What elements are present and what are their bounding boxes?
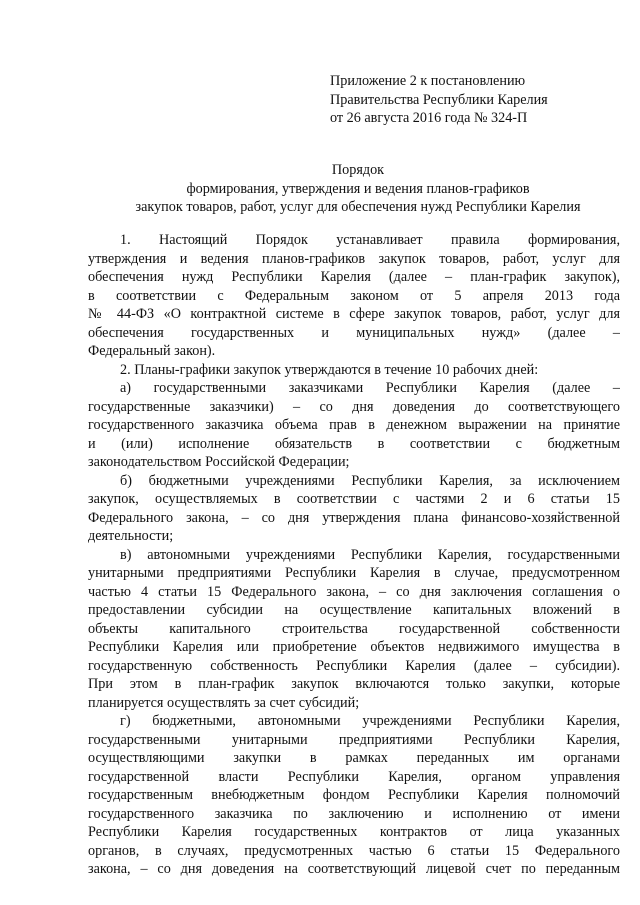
body-line: б) бюджетными учреждениями Республики Карелия, за исключением [120, 472, 620, 489]
body-line: государственную собственность Республики Карелия (далее – субсидии). [88, 657, 620, 674]
body-line: обеспечения нужд Республики Карелия (далее – план-график закупок), [88, 269, 620, 285]
body-line: унитарными предприятиями Республики Карелия в случае, предусмотренном [88, 565, 620, 581]
appendix-header [330, 72, 620, 128]
body-line: деятельности; [88, 528, 174, 544]
document-title [88, 161, 628, 217]
body-line: Федерального закона, – со дня утверждения плана финансово-хозяйственной [88, 509, 620, 526]
header-line-2: Правительства Республики Карелия [330, 91, 548, 108]
body-line: закупок, осуществляемых в соответствии с частями 2 и 6 статьи 15 [88, 491, 620, 507]
body-line: осуществляющими закупки в рамках переданных им органами [88, 750, 620, 766]
body-line: органов, в случаях, предусмотренных частью 6 статьи 15 Федерального [88, 842, 620, 859]
body-line: Республики Карелия государственных контрактов от лица указанных [88, 824, 620, 840]
body-line: обеспечения государственных и муниципальных нужд» (далее – [88, 324, 620, 341]
body-line: предоставлении субсидии на осуществление капитальных вложений в [88, 602, 620, 618]
body-line: 2. Планы-графики закупок утверждаются в течение 10 рабочих дней: [120, 361, 539, 378]
title-line-3: закупок товаров, работ, услуг для обеспечения нужд Республики Карелия [135, 199, 581, 215]
body-line: закона, – со дня доведения на соответствующий лицевой счет по переданным [88, 861, 620, 877]
body-line: и (или) исполнение обязательств в соответствии с бюджетным [88, 435, 620, 452]
body-line: законодательством Российской Федерации; [88, 454, 350, 470]
body-line: государственного заказчика по заключению и исполнению от имени [88, 805, 620, 822]
body-line: в соответствии с Федеральным законом от 5 апреля 2013 года [88, 287, 620, 304]
title-line-1: Порядок [331, 162, 385, 178]
body-line: государственные заказчики) – со дня доведения до соответствующего [88, 398, 620, 415]
body-line: Федеральный закон). [88, 343, 216, 359]
body-line: планируется осуществлять за счет субсидий; [88, 694, 360, 711]
body-line: г) бюджетными, автономными учреждениями Республики Карелия, [120, 713, 620, 729]
title-line-2: формирования, утверждения и ведения планов-графиков [186, 180, 530, 197]
body-line: объекты капитального строительства государственной собственности [88, 620, 620, 637]
body-line: в) автономными учреждениями Республики Карелия, государственными [120, 546, 620, 563]
body-line: Республики Карелия или приобретение объектов недвижимого имущества в [88, 639, 620, 655]
body-line: государственного заказчика объема прав в денежном выражении на принятие [88, 417, 620, 433]
body-line: государственными унитарными предприятиями Республики Карелия, [88, 731, 620, 748]
body-line: государственной власти Республики Карелия, органом управления [88, 768, 620, 785]
header-line-1: Приложение 2 к постановлению [330, 73, 526, 89]
body-line: частью 4 статьи 15 Федерального закона, – со дня заключения соглашения о [88, 583, 620, 600]
body-line: При этом в план-график закупок включаются только закупки, которые [88, 676, 620, 692]
body-line: государственным внебюджетным фондом Республики Карелия полномочий [88, 787, 620, 803]
body-line: утверждения и ведения планов-графиков закупок товаров, работ, услуг для [88, 250, 620, 267]
body-line: 1. Настоящий Порядок устанавливает правила формирования, [120, 232, 620, 248]
header-line-3: от 26 августа 2016 года № 324-П [330, 110, 528, 126]
body-line: № 44-ФЗ «О контрактной системе в сфере закупок товаров, работ, услуг для [88, 306, 620, 322]
document-body [88, 231, 620, 879]
body-line: а) государственными заказчиками Республики Карелия (далее – [120, 380, 620, 396]
